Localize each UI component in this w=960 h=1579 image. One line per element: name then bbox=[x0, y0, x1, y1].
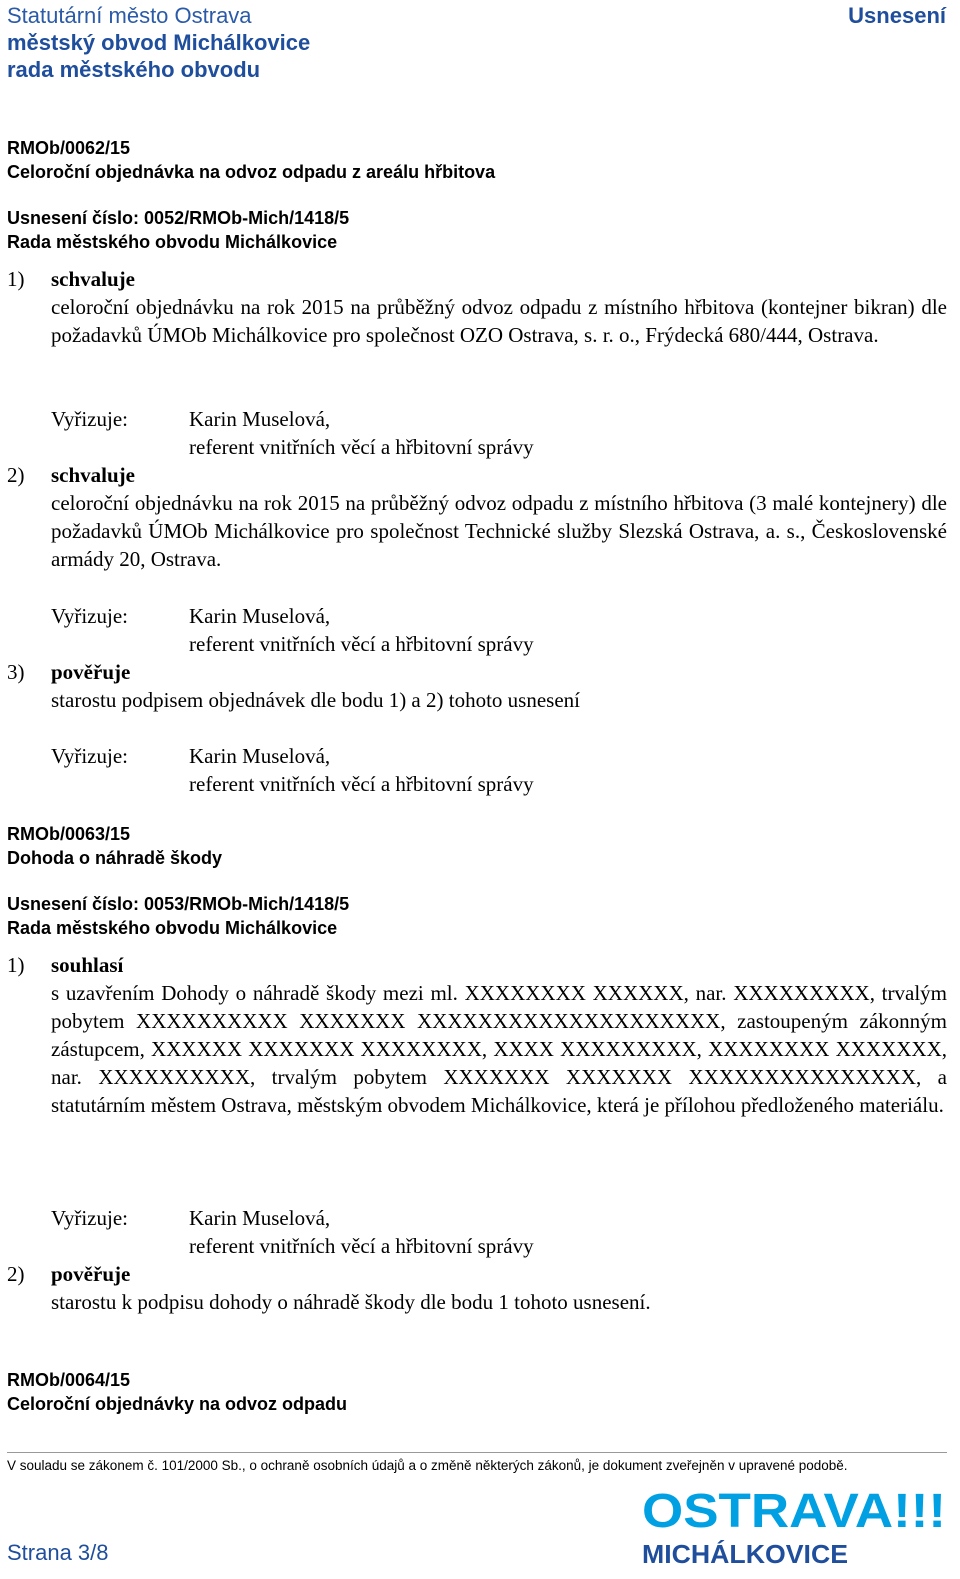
document-header bbox=[7, 2, 310, 83]
header-council: rada městského obvodu bbox=[7, 57, 261, 82]
section-id: RMOb/0063/15 bbox=[7, 824, 131, 844]
header-district: městský obvod Michálkovice bbox=[7, 30, 311, 55]
ostrava-michalkovice-logo bbox=[640, 1485, 950, 1569]
section-heading bbox=[7, 1368, 347, 1416]
section-title: Celoroční objednávky na odvoz odpadu bbox=[7, 1394, 348, 1414]
resolution-body: Rada městského obvodu Michálkovice bbox=[7, 232, 338, 252]
responsible-label: Vyřizuje: bbox=[51, 407, 128, 431]
page-number: Strana 3/8 bbox=[7, 1540, 109, 1565]
responsible-role: referent vnitřních věcí a hřbitovní správy bbox=[189, 772, 534, 796]
responsible-role: referent vnitřních věcí a hřbitovní správy bbox=[189, 435, 534, 459]
resolution-heading bbox=[7, 892, 349, 940]
responsible-role: referent vnitřních věcí a hřbitovní správy bbox=[189, 1234, 534, 1258]
responsible-label: Vyřizuje: bbox=[51, 604, 128, 628]
resolution-number: Usnesení číslo: 0053/RMOb-Mich/1418/5 bbox=[7, 894, 350, 914]
header-city: Statutární město Ostrava bbox=[7, 3, 252, 28]
item-number: 1) bbox=[7, 953, 25, 977]
item-text: s uzavřením Dohody o náhradě škody mezi ml. XXXXXXXX XXXXXX, nar. XXXXXXXXX, trvalým pobytem XXXXXXXXXX XXXXXXX XXXXXXXXXXXXXXXXXXXX, zastoupeným zákonným zástupcem, XXXXXX XXXXXXX XXXXXXXX, XXXX XXXXXXXXX, XXXXXXXX XXXXXXX, nar. XXXXXXXXXX, trvalým pobytem XXXXXXX XXXXXXX XXXXXXXXXXXXXXX, a statutárním městem Ostrava, městským obvodem Michálkovice, která je přílohou předloženého materiálu. bbox=[51, 981, 947, 1117]
resolution-number: Usnesení číslo: 0052/RMOb-Mich/1418/5 bbox=[7, 208, 350, 228]
responsible-role: referent vnitřních věcí a hřbitovní správy bbox=[189, 632, 534, 656]
item-number: 2) bbox=[7, 1262, 25, 1286]
resolution-body: Rada městského obvodu Michálkovice bbox=[7, 918, 338, 938]
logo-michalkovice-text: MICHÁLKOVICE bbox=[642, 1539, 848, 1569]
section-heading bbox=[7, 136, 495, 184]
document-type: Usnesení bbox=[848, 3, 946, 28]
logo-ostrava-text: OSTRAVA!!! bbox=[642, 1485, 946, 1538]
footer-divider bbox=[7, 1452, 947, 1453]
item-verb: pověřuje bbox=[51, 660, 131, 684]
responsible-label: Vyřizuje: bbox=[51, 744, 128, 768]
privacy-note: V souladu se zákonem č. 101/2000 Sb., o ochraně osobních údajů a o změně některých zákonů, je dokument zveřejněn v upravené podobě. bbox=[7, 1458, 848, 1473]
section-id: RMOb/0062/15 bbox=[7, 138, 131, 158]
item-verb: schvaluje bbox=[51, 463, 135, 487]
item-verb: schvaluje bbox=[51, 267, 135, 291]
item-text: celoroční objednávku na rok 2015 na průběžný odvoz odpadu z místního hřbitova (kontejner bikran) dle požadavků ÚMOb Michálkovice pro společnost OZO Ostrava, s. r. o., Frýdecká 680/444, Ostrava. bbox=[51, 295, 947, 347]
responsible-name: Karin Muselová, bbox=[189, 407, 331, 431]
item-text: starostu k podpisu dohody o náhradě škody dle bodu 1 tohoto usnesení. bbox=[51, 1290, 651, 1314]
responsible-label: Vyřizuje: bbox=[51, 1206, 128, 1230]
section-title: Dohoda o náhradě škody bbox=[7, 848, 223, 868]
item-number: 3) bbox=[7, 660, 25, 684]
responsible-name: Karin Muselová, bbox=[189, 1206, 331, 1230]
item-text: starostu podpisem objednávek dle bodu 1) a 2) tohoto usnesení bbox=[51, 688, 580, 712]
responsible-name: Karin Muselová, bbox=[189, 744, 331, 768]
responsible-name: Karin Muselová, bbox=[189, 604, 331, 628]
item-text: celoroční objednávku na rok 2015 na průběžný odvoz odpadu z místního hřbitova (3 malé kontejnery) dle požadavků ÚMOb Michálkovice pro společnost Technické služby Slezská Ostrava, a. s., Československé armády 20, Ostrava. bbox=[51, 491, 947, 571]
item-number: 2) bbox=[7, 463, 25, 487]
item-verb: pověřuje bbox=[51, 1262, 131, 1286]
section-title: Celoroční objednávka na odvoz odpadu z areálu hřbitova bbox=[7, 162, 496, 182]
section-heading bbox=[7, 822, 222, 870]
section-id: RMOb/0064/15 bbox=[7, 1370, 131, 1390]
item-number: 1) bbox=[7, 267, 25, 291]
item-verb: souhlasí bbox=[51, 953, 124, 977]
resolution-heading bbox=[7, 206, 349, 254]
